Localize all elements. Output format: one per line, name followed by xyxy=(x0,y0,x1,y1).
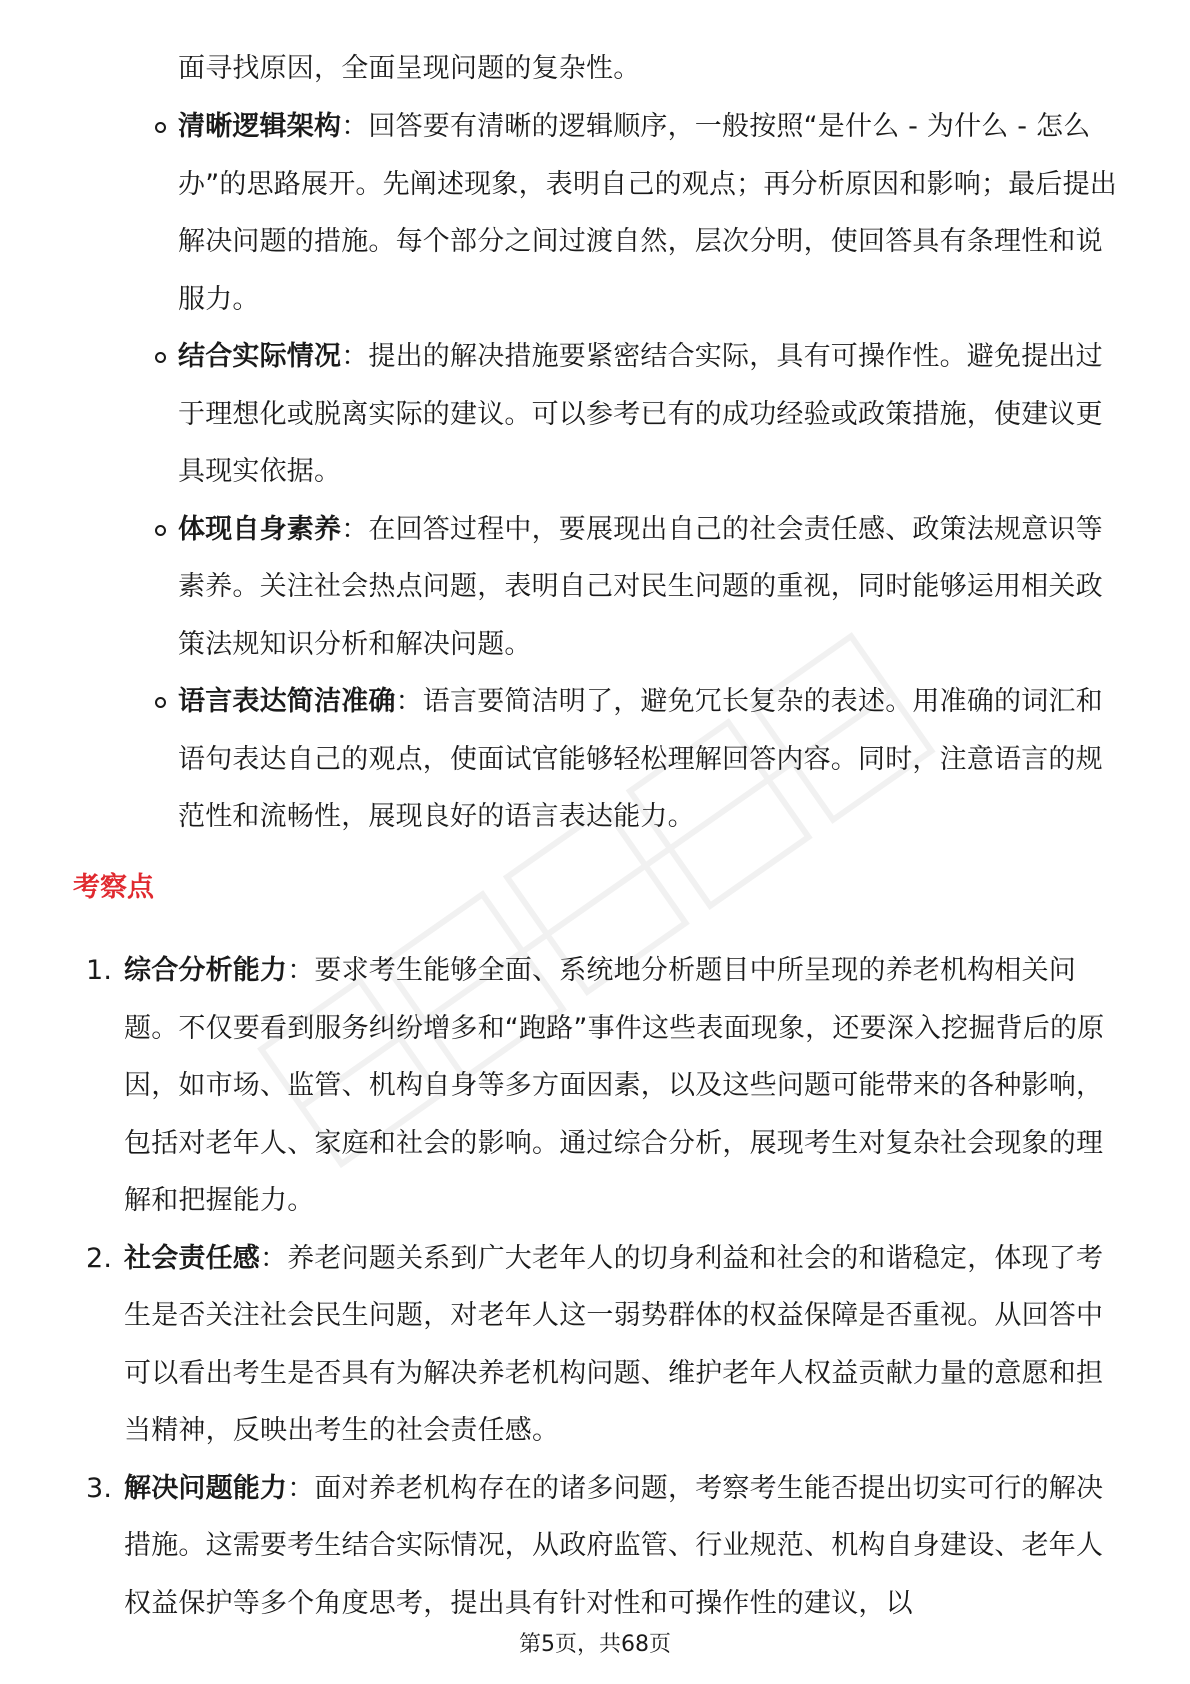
item-text: ：面对养老机构存在的诸多问题，考察考生能否提出切实可行的解决措施。这需要考生结合实际情况，从政府监管、行业规范、机构自身建设、老年人权益保护等多个角度思考，提出具有针对性和可操作性的建议，以 xyxy=(124,1472,1104,1619)
continuation-text: 面寻找原因，全面呈现问题的复杂性。 xyxy=(178,53,641,84)
item-text: ：回答要有清晰的逻辑顺序，一般按照“是什么 - 为什么 - 怎么办”的思路展开。先阐述现象，表明自己的观点；再分析原因和影响；最后提出解决问题的措施。每个部分之间过渡自然，层次分明，使回答具有条理性和说服力。 xyxy=(178,111,1117,315)
item-title: 清晰逻辑架构 xyxy=(178,111,342,142)
item-number: 1. xyxy=(86,955,113,986)
list-item xyxy=(86,942,1128,1230)
item-text: ：提出的解决措施要紧密结合实际，具有可操作性。避免提出过于理想化或脱离实际的建议。可以参考已有的成功经验或政策措施，使建议更具现实依据。 xyxy=(178,341,1103,487)
item-text: ：语言要简洁明了，避免冗长复杂的表述。用准确的词汇和语句表达自己的观点，使面试官能够轻松理解回答内容。同时，注意语言的规范性和流畅性，展现良好的语言表达能力。 xyxy=(178,686,1103,832)
item-title: 体现自身素养 xyxy=(178,513,342,545)
item-title: 解决问题能力 xyxy=(124,1472,288,1504)
item-title: 社会责任感 xyxy=(124,1242,260,1274)
page-number: 第5页，共68页 xyxy=(519,1632,671,1657)
list-item xyxy=(178,328,1128,501)
list-item xyxy=(178,98,1128,328)
item-text: ：在回答过程中，要展现出自己的社会责任感、政策法规意识等素养。关注社会热点问题，表明自己对民生问题的重视，同时能够运用相关政策法规知识分析和解决问题。 xyxy=(178,513,1103,660)
item-title: 综合分析能力 xyxy=(124,955,288,986)
item-text: ：要求考生能够全面、系统地分析题目中所呈现的养老机构相关问题。不仅要看到服务纠纷增多和“跑路”事件这些表面现象，还要深入挖掘背后的原因，如市场、监管、机构自身等多方面因素，以及这些问题可能带来的各种影响，包括对老年人、家庭和社会的影响。通过综合分析，展现考生对复杂社会现象的理解和把握能力。 xyxy=(124,955,1105,1216)
list-item xyxy=(178,501,1128,674)
tips-list xyxy=(178,98,1128,846)
list-item xyxy=(86,1460,1128,1633)
list-item xyxy=(86,1230,1128,1460)
item-title: 结合实际情况 xyxy=(178,341,342,372)
item-text: ：养老问题关系到广大老年人的切身利益和社会的和谐稳定，体现了考生是否关注社会民生问题，对老年人这一弱势群体的权益保障是否重视。从回答中可以看出考生是否具有为解决养老机构问题、维护老年人权益贡献力量的意愿和担当精神，反映出考生的社会责任感。 xyxy=(124,1242,1104,1446)
list-item xyxy=(178,673,1128,846)
item-number: 2. xyxy=(86,1242,113,1274)
item-number: 3. xyxy=(86,1472,113,1504)
points-list xyxy=(86,942,1128,1632)
item-title: 语言表达简洁准确 xyxy=(178,686,396,717)
section-title: 考察点 xyxy=(73,872,154,903)
